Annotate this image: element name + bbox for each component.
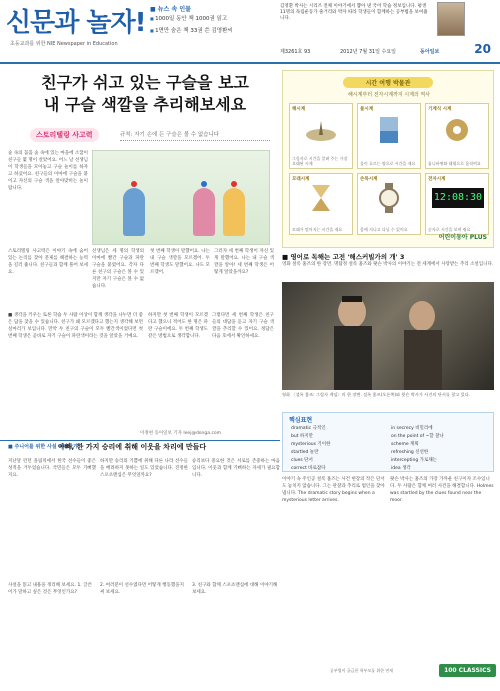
water-clock-icon — [374, 115, 404, 145]
article-illustration — [92, 150, 270, 245]
article-paragraph: 첫 번째 학생이 말했어요. 나는 내 구슬 색깔을 모르겠어. 두 번째 학생도 말했어요. 나도 모르겠어. — [150, 249, 210, 275]
clock-label: 손목시계 — [360, 177, 378, 182]
hourglass-icon — [310, 183, 332, 213]
headline-line-2: 내 구슬 색깔을 추리해보세요 — [43, 95, 247, 114]
child-figure — [193, 188, 215, 236]
article-paragraph: 숲 속의 꼼꼼 숲 속에 있는 마을에 소꿉이 친구들 몇 명이 살았어요. 어느 날 선생님이 학생들을 모아놓고 구슬 놀이를 하자고 하셨어요. 친구들의 이마에 구슬을 붙이고 자신의 구슬 색을 알아맞히는 놀이랍니다. — [8, 151, 88, 191]
article-paragraph: 그렇다면 세 번째 학생은 친구들의 대답을 듣고 자기 구슬 색깔을 추리할 수 있어요. 정답은 다음 호에서 확인하세요. — [212, 313, 274, 339]
vocab-item: in secrecy 비밀리에 — [391, 426, 433, 431]
clock-card — [425, 173, 489, 235]
sidebar-title: 시간 여행 박물관 — [343, 77, 433, 88]
clock-caption: 물이 흐르는 양으로 시간을 재요 — [360, 161, 416, 166]
briefs-title: ■ 뉴스 속 인물 — [150, 6, 191, 13]
movie-still-caption: 영화 〈셜록 홈즈: 그림자 게임〉의 한 장면. 셜록 홈즈(오른쪽)와 왓슨 박사가 사건의 단서를 찾고 있다. — [282, 392, 471, 397]
english-section-lead: 영화 셜록 홈즈의 한 장면. 명탐정 셜록 홈즈와 왓슨 박사의 이야기는 전 세계에서 사랑받는 추리 소설입니다. — [282, 262, 494, 267]
footer-note: 공부법이 궁금한 학부모를 위한 연재 — [330, 668, 394, 673]
clock-label: 모래시계 — [292, 177, 310, 182]
clock-caption: 그림자로 시간을 알려 주는 가장 오래된 시계 — [292, 156, 348, 166]
byline[interactable]: 이정현 동아일보 기자 leej@donga.com — [140, 431, 222, 436]
sponsor-logo: 동아일보 — [420, 49, 440, 55]
digital-clock-display: 12:08:30 — [432, 188, 484, 208]
clock-card — [357, 173, 421, 235]
brief-item[interactable]: ■ 1000일 동안 책 1000권 읽고 — [150, 13, 270, 25]
sidebar-brand: 어린이동아 PLUS — [438, 234, 487, 241]
article-paragraph: 그러자 세 번째 학생이 자신 있게 말했어요. 나는 내 구슬 색깔을 알아! 세 번째 학생은 어떻게 알았을까요? — [214, 249, 274, 275]
footer-brand — [410, 664, 496, 686]
editorial-question: 3. 친구와 함께 스포츠맨십에 대해 이야기해 보세요. — [192, 583, 278, 595]
article-paragraph: 하지만 첫 번째 학생이 모르겠다고 했으니 적어도 한 명은 파란 구슬이에요. 두 번째 학생도 같은 방법으로 생각합니다. — [148, 313, 208, 339]
issue-date: 2012년 7월 31일 수요일 — [340, 49, 397, 55]
column-text: 김영환 박사는 시리즈 전체 이야기에서 뽑아 낸 국어 학습 정보입니다. 평생 11명의 독립운동가 줄거리와 박자 따라 학생들이 함께하는 공부법을 보여줍니다. — [280, 4, 428, 21]
editorial-question: 2. 여러분이 선수였다면 어떻게 행동했을지 써 보세요. — [100, 583, 184, 595]
wristwatch-icon — [374, 183, 404, 213]
movie-still-figures — [282, 282, 494, 390]
english-story-paragraph: 이야기 속 주인공 셜록 홈즈는 사건 현장의 작은 단서도 놓치지 않습니다. 그는 관찰과 추리로 범인을 찾아냅니다. The dramatic story begins when a mysterious letter arrives. — [282, 477, 385, 503]
category-tag: 스토리텔링 사고력 — [30, 128, 99, 142]
child-figure — [123, 188, 145, 236]
vocab-item: startled 놀란 — [291, 450, 319, 455]
article-paragraph: 선생님은 세 명의 학생의 이마에 빨간 구슬과 파란 구슬을 붙였어요. 각자 다른 친구의 구슬은 볼 수 있지만 자기 구슬은 볼 수 없습니다. — [92, 249, 144, 289]
english-section-title: ■ 영어로 독해는 고전 '해스커빌가의 개' 3 — [282, 253, 405, 261]
clock-card — [425, 103, 489, 169]
red-marble-icon — [131, 181, 137, 187]
editorial-headline: 아빠, 한 가지 승리에 취해 이웃을 차리에 만들다 — [58, 443, 207, 451]
sundial-icon — [304, 117, 338, 143]
classics-badge[interactable]: 100 CLASSICS — [439, 664, 496, 677]
vocab-box — [282, 412, 494, 472]
logo-subtitle: 초등교과를 위한 NIE Newspaper in Education — [10, 41, 118, 47]
clock-caption: 모래가 떨어지는 시간을 재요 — [292, 227, 343, 232]
english-story-paragraph: 왓슨 박사는 홈즈의 가장 가까운 친구이자 조수입니다. 두 사람은 함께 여러 사건을 해결합니다. Holmes was startled by the clues found near the moor. — [390, 477, 494, 503]
clock-caption: 톱니바퀴와 태엽으로 움직여요 — [428, 161, 481, 166]
vocab-item: intercepting 가로채는 — [391, 458, 438, 463]
clock-caption: 숫자로 시간을 보여 줘요 — [428, 227, 471, 232]
issue-meta — [280, 42, 495, 62]
clock-card — [357, 103, 421, 169]
article-headline — [20, 72, 270, 116]
article-tag-row — [30, 128, 270, 144]
gear-icon — [442, 115, 472, 145]
clock-card — [289, 103, 353, 169]
rule-text: 규칙: 자기 손에 든 구슬은 볼 수 없습니다 — [120, 130, 270, 141]
sidebar-subtitle: 해시계부터 전자시계까지 시계의 역사 — [347, 92, 431, 98]
vocab-item: correct 바로잡다 — [291, 466, 326, 471]
clock-label: 물시계 — [360, 107, 374, 112]
editorial-question: 사설을 읽고 내용을 정리해 보세요. 1. 글쓴이가 말하고 싶은 것은 무엇인가요? — [8, 583, 92, 595]
vocab-item: on the point of ~할 찰나 — [391, 434, 444, 439]
brief-item[interactable]: ■ 1면만 숨은 책 33권 쓴 김영환씨 — [150, 25, 270, 37]
child-figure — [223, 188, 245, 236]
briefs — [150, 4, 270, 37]
editorial-section-label: ■ 주니어를 위한 사설 따라잡기 — [8, 444, 78, 450]
vocab-item: dramatic 극적인 — [291, 426, 326, 431]
columnist-photo — [437, 2, 465, 36]
clock-card — [289, 173, 353, 235]
briefs-list — [150, 13, 270, 37]
clock-label: 해시계 — [292, 107, 306, 112]
clock-history-sidebar — [282, 70, 494, 248]
editorial-paragraph: 지난달 런던 올림픽에서 한국 선수들이 좋은 성적을 거두었습니다. 국민들은 모두 기뻐했지요. — [8, 459, 96, 478]
blue-marble-icon — [201, 181, 207, 187]
vocab-item: scheme 계획 — [391, 442, 419, 447]
red-marble-icon — [231, 181, 237, 187]
editorial-section-header — [0, 440, 280, 452]
masthead — [0, 0, 500, 64]
editorial-paragraph: 승리보다 중요한 것은 서로를 존중하는 마음입니다. 이웃과 함께 기뻐하는 자세가 필요합니다. — [192, 459, 280, 478]
clock-label: 전자시계 — [428, 177, 446, 182]
headline-line-1: 친구가 쉬고 있는 구슬을 보고 — [41, 73, 249, 92]
logo: 신문과 놀자! — [6, 8, 146, 38]
vocab-item: refreshing 신선한 — [391, 450, 429, 455]
clock-caption: 몸에 지니고 다닐 수 있어요 — [360, 227, 408, 232]
issue-number: 제3261호 93 — [280, 49, 311, 55]
article-paragraph: 스토리텔링 사고력은 이야기 속에 숨어 있는 논리를 찾아 문제를 해결하는 능력을 길러 줍니다. 친구들과 함께 풀어 보세요. — [8, 249, 88, 275]
page-number: 20 — [474, 42, 491, 56]
vocab-item: but 하지만 — [291, 434, 313, 439]
article-paragraph: ■ 생각을 키우는 토론 학습 두 사람 이상이 함께 생각을 나누면 더 좋은 답을 찾을 수 있습니다. 친구가 왜 모르겠다고 했는지 생각해 보면 실마리가 보입니다. 만약 두 친구의 구슬이 모두 빨간색이었다면 첫 번째 학생은 곧바로 자기 구슬이 파란색이라는 것을 알았을 거예요. — [8, 313, 143, 339]
movie-still-image — [282, 282, 494, 390]
vocab-item: idea 생각 — [391, 466, 411, 471]
clock-label: 기계식 시계 — [428, 107, 452, 112]
editorial-paragraph: 하지만 승리의 기쁨에 취해 다른 나라 선수들을 배려하지 못하는 일도 있었습니다. 진정한 스포츠맨십은 무엇일까요? — [100, 459, 188, 478]
vocab-item: mysterious 기이한 — [291, 442, 331, 447]
vocab-heading: 핵심표현 — [289, 417, 313, 424]
vocab-item: clues 단서 — [291, 458, 313, 463]
